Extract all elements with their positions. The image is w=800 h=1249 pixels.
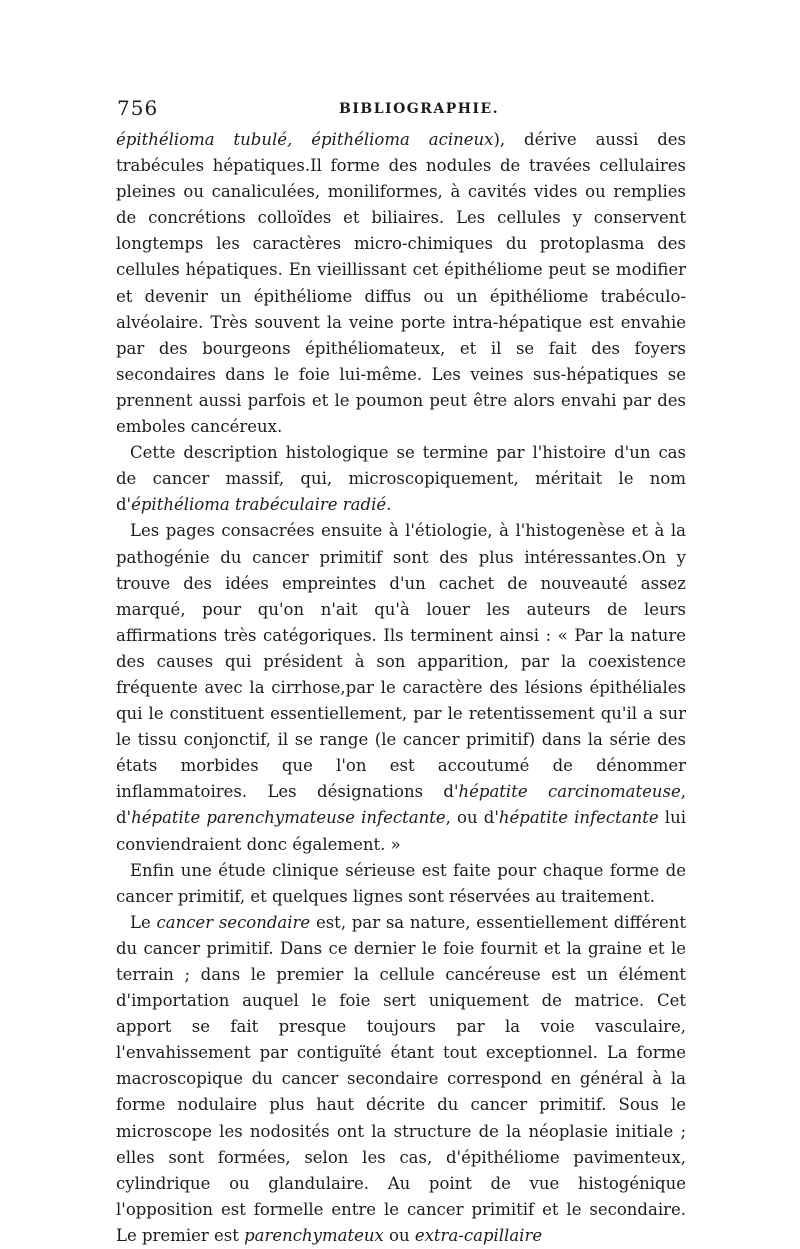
text-segment: , ou d' xyxy=(445,808,499,828)
text-segment: lui conviendraient donc également. » xyxy=(116,808,686,854)
paragraph-description xyxy=(116,440,686,518)
text-segment: hépatite parenchymateuse infectante xyxy=(131,808,446,828)
text-segment: épithélioma tubulé, épithélioma acineux xyxy=(116,130,494,149)
text-segment: extra-capillaire xyxy=(414,1225,543,1245)
page-number: 756 xyxy=(117,96,159,120)
paragraph-clinical xyxy=(116,858,686,910)
text-segment: hépatite carcinomateuse xyxy=(458,782,681,802)
text-segment: est, par sa nature, essentiellement différent du cancer primitif. Dans ce dernier le foie fournit et la graine et le terrain ; dans le premier la cellule cancéreuse est un élément d'importation auquel le foie sert uniquement de matrice. Cet apport se fait presque toujours par la voie vasculaire, l'envahissement par contiguïté étant tout exceptionnel. La forme macroscopique du cancer secondaire correspond en général à la forme nodulaire plus haut décrite du cancer primitif. Sous le microscope les nodosités ont la structure de la néoplasie initiale ; elles sont formées, selon les cas, d'épithéliome pavimenteux, cylindrique ou glandulaire. Au point de vue histogénique l'opposition est formelle entre le cancer primitif et le secondaire. Le premier est xyxy=(116,912,686,1245)
text-segment: Les pages consacrées ensuite à l'étiologie, à l'histogenèse et à la pathogénie du cancer primitif sont des plus intéressantes.On y trouve des idées empreintes d'un cachet de nouveauté assez marqué, pour qu'on n'ait qu'à louer les auteurs de leurs affirmations très catégoriques. Ils terminent ainsi : « Par la nature des causes qui président à son apparition, par la coexistence fréquente avec la cirrhose,par le caractère des lésions épithéliales qui le constituent essentiellement, par le retentissement qu'il a sur le tissu conjonctif, il se range (le cancer primitif) dans la série des états morbides que l'on est accoutumé de dénommer inflammatoires. Les désignations d' xyxy=(116,521,686,802)
page-header xyxy=(117,96,685,126)
paragraph-continuation xyxy=(116,127,686,440)
body-text xyxy=(116,127,686,1249)
text-segment: épithélioma trabéculaire radié. xyxy=(131,495,392,515)
text-segment: , d' xyxy=(116,782,687,828)
paragraph-etiology xyxy=(116,518,686,857)
text-segment: ou xyxy=(383,1225,415,1245)
text-segment: Le xyxy=(130,912,157,932)
text-segment: hépatite infectante xyxy=(498,808,659,828)
text-segment: Cette description histologique se termine par l'histoire d'un cas de cancer massif, qui, microscopiquement, méritait le nom d' xyxy=(116,443,686,515)
text-segment: cancer secondaire xyxy=(156,912,311,932)
running-head: BIBLIOGRAPHIE. xyxy=(339,101,500,117)
text-segment: ), dérive aussi des trabécules hépatiques.Il forme des nodules de travées cellulaires pleines ou canaliculées, moniliformes, à cavités vides ou remplies de concrétions colloïdes et biliaires. Les cellules y conservent longtemps les caractères micro-chimiques du protoplasma des cellules hépatiques. En vieillissant cet épithéliome peut se modifier et devenir un épithéliome diffus ou un épithéliome trabéculo-alvéolaire. Très souvent la veine porte intra-hépatique est envahie par des bourgeons épithéliomateux, et il se fait des foyers secondaires dans le foie lui-même. Les veines sus-hépatiques se prennent aussi parfois et le poumon peut être alors envahi par des emboles cancéreux. xyxy=(116,130,686,437)
text-segment: parenchymateux xyxy=(244,1225,384,1245)
text-segment: Enfin une étude clinique sérieuse est faite pour chaque forme de cancer primitif, et quelques lignes sont réservées au traitement. xyxy=(116,860,686,906)
paragraph-secondary-cancer xyxy=(116,910,686,1249)
